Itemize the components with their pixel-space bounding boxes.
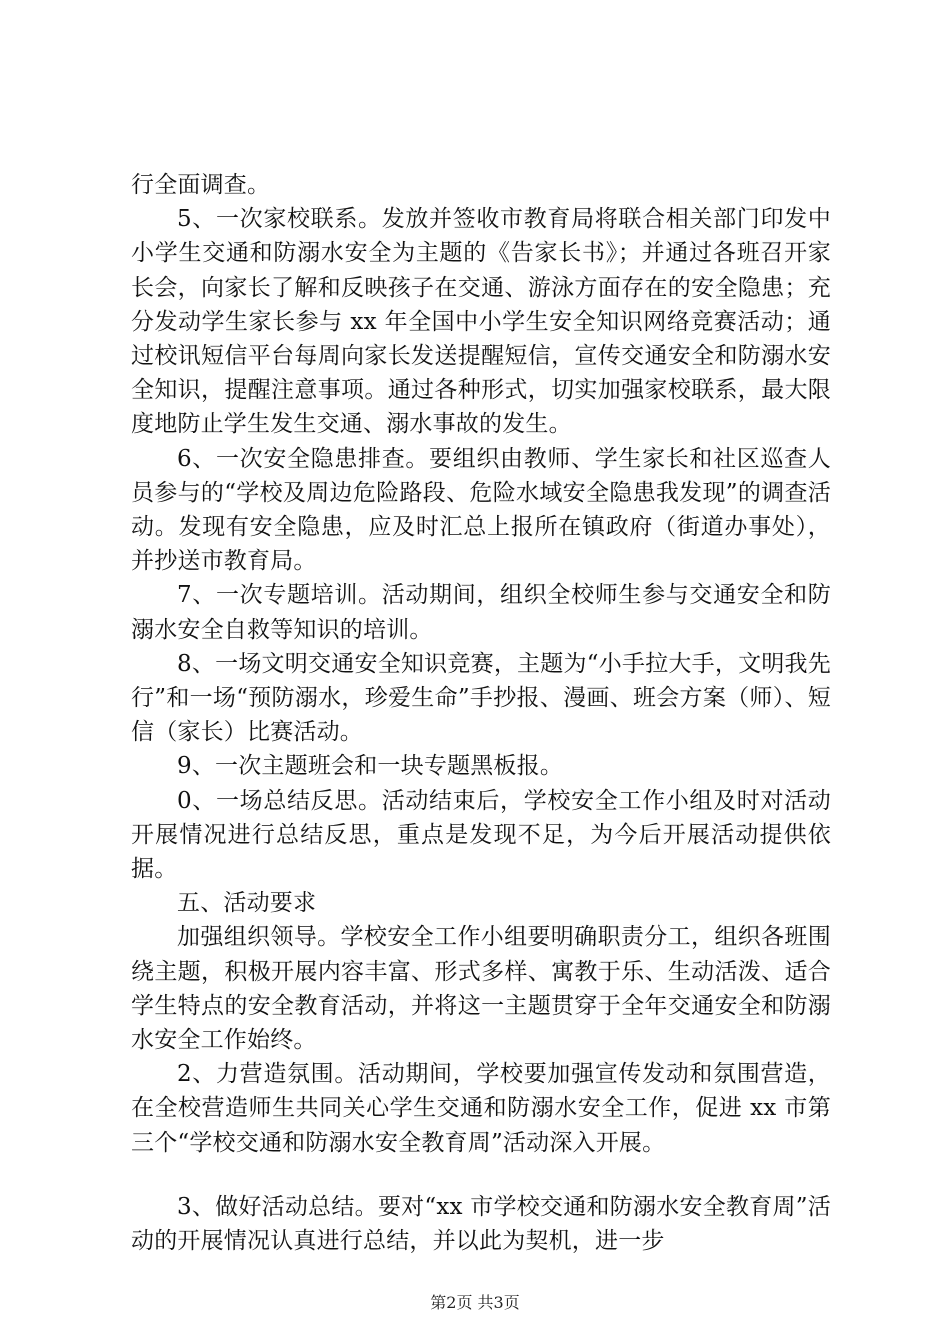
paragraph-item-8: 8、一场文明交通安全知识竞赛，主题为“小手拉大手，文明我先行”和一场“预防溺水，珍爱生命”手抄报、漫画、班会方案（师）、短信（家长）比赛活动。 xyxy=(131,650,831,746)
paragraph-item-9: 9、一次主题班会和一块专题黑板报。 xyxy=(177,753,564,780)
paragraph-item-6: 6、一次安全隐患排查。要组织由教师、学生家长和社区巡查人员参与的“学校及周边危险路段、危险水域安全隐患我发现”的调查活动。发现有安全隐患，应及时汇总上报所在镇政府（街道办事处），并抄送市教育局。 xyxy=(131,445,831,575)
section-heading: 五、活动要求 xyxy=(177,890,317,917)
page-number-footer: 第2页 共3页 xyxy=(430,1293,520,1312)
document-body xyxy=(131,168,831,1258)
paragraph-requirement-3: 3、做好活动总结。要对“xx 市学校交通和防溺水安全教育周”活动的开展情况认真进行总结，并以此为契机，进一步 xyxy=(131,1193,831,1255)
paragraph-item-5: 5、一次家校联系。发放并签收市教育局将联合相关部门印发中小学生交通和防溺水安全为主题的《告家长书》；并通过各班召开家长会，向家长了解和反映孩子在交通、游泳方面存在的安全隐患；充分发动学生家长参与 xx 年全国中小学生安全知识网络竞赛活动；通过校讯短信平台每周向家长发送提醒短信，宣传交通安全和防溺水安全知识，提醒注意事项。通过各种形式，切实加强家校联系，最大限度地防止学生发生交通、溺水事故的发生。 xyxy=(131,206,831,438)
paragraph-continuation: 行全面调查。 xyxy=(131,172,271,198)
paragraph-item-7: 7、一次专题培训。活动期间，组织全校师生参与交通安全和防溺水安全自救等知识的培训。 xyxy=(131,582,831,643)
paragraph-requirement-1: 加强组织领导。学校安全工作小组要明确职责分工，组织各班围绕主题，积极开展内容丰富、形式多样、寓教于乐、生动活泼、适合学生特点的安全教育活动，并将这一主题贯穿于全年交通安全和防溺水安全工作始终。 xyxy=(131,924,831,1054)
paragraph-requirement-2: 2、力营造氛围。活动期间，学校要加强宣传发动和氛围营造，在全校营造师生共同关心学生交通和防溺水安全工作，促进 xx 市第三个“学校交通和防溺水安全教育周”活动深入开展。 xyxy=(131,1061,831,1156)
paragraph-item-0: 0、一场总结反思。活动结束后，学校安全工作小组及时对活动开展情况进行总结反思，重点是发现不足，为今后开展活动提供依据。 xyxy=(131,787,831,883)
